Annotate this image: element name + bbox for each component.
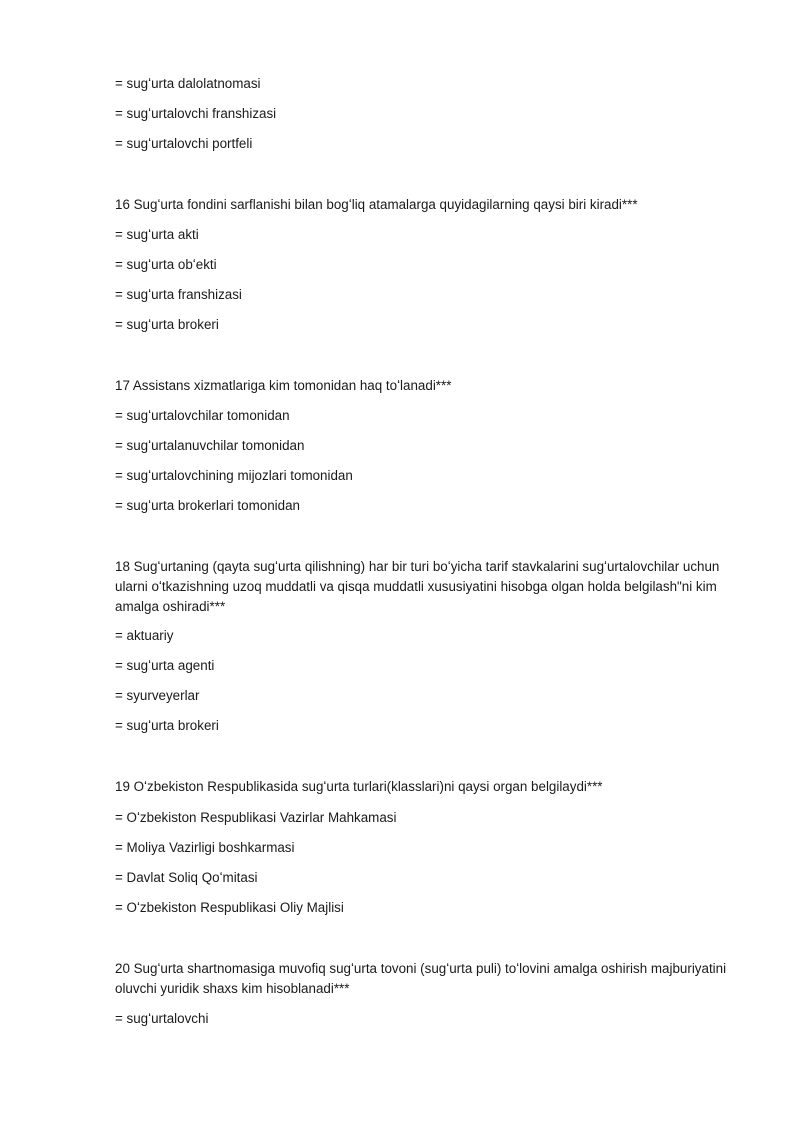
answer-option: = sugʻurta agenti [115,658,215,673]
answer-option: = sugʻurtalovchi portfeli [115,136,253,151]
question-16: 16 Sugʻurta fondini sarflanishi bilan bogʻliq atamalarga quyidagilarning qaysi biri kiradi*** [115,197,638,212]
answer-option: = sugʻurtalovchining mijozlari tomonidan [115,468,353,483]
answer-option: = sugʻurtalovchilar tomonidan [115,408,290,423]
answer-option: = Oʻzbekiston Respublikasi Vazirlar Mahkamasi [115,810,397,825]
answer-option: = sugʻurta obʻekti [115,257,217,272]
answer-option: = sugʻurta brokeri [115,718,219,733]
answer-option: = Oʻzbekiston Respublikasi Oliy Majlisi [115,900,344,915]
answer-option: = sugʻurtalovchi [115,1011,209,1026]
answer-option: = sugʻurta brokeri [115,317,219,332]
answer-option: = sugʻurta akti [115,227,199,242]
question-20: 20 Sugʻurta shartnomasiga muvofiq sugʻurta tovoni (sugʻurta puli) toʻlovini amalga oshirish majburiyatini oluvchi yuridik shaxs kim hisoblanadi*** [115,961,727,996]
answer-option: = Davlat Soliq Qoʻmitasi [115,870,258,885]
answer-option: = sugʻurta dalolatnomasi [115,76,261,91]
answer-option: = sugʻurta franshizasi [115,287,242,302]
answer-option: = aktuariy [115,628,174,643]
question-17: 17 Assistans xizmatlariga kim tomonidan haq toʻlanadi*** [115,378,452,393]
answer-option: = Moliya Vazirligi boshkarmasi [115,840,295,855]
question-18: 18 Sugʻurtaning (qayta sugʻurta qilishning) har bir turi boʻyicha tarif stavkalarini sugʻurtalovchilar uchun ularni oʻtkazishning uzoq muddatli va qisqa muddatli xususiyatini hisobga olgan holda belgilash"ni kim amalga oshiradi*** [115,559,720,614]
answer-option: = sugʻurtalanuvchilar tomonidan [115,438,305,453]
answer-option: = sugʻurta brokerlari tomonidan [115,498,300,513]
answer-option: = sugʻurtalovchi franshizasi [115,106,277,121]
answer-option: = syurveyerlar [115,688,200,703]
question-19: 19 Oʻzbekiston Respublikasida sugʻurta turlari(klasslari)ni qaysi organ belgilaydi*** [115,779,603,794]
